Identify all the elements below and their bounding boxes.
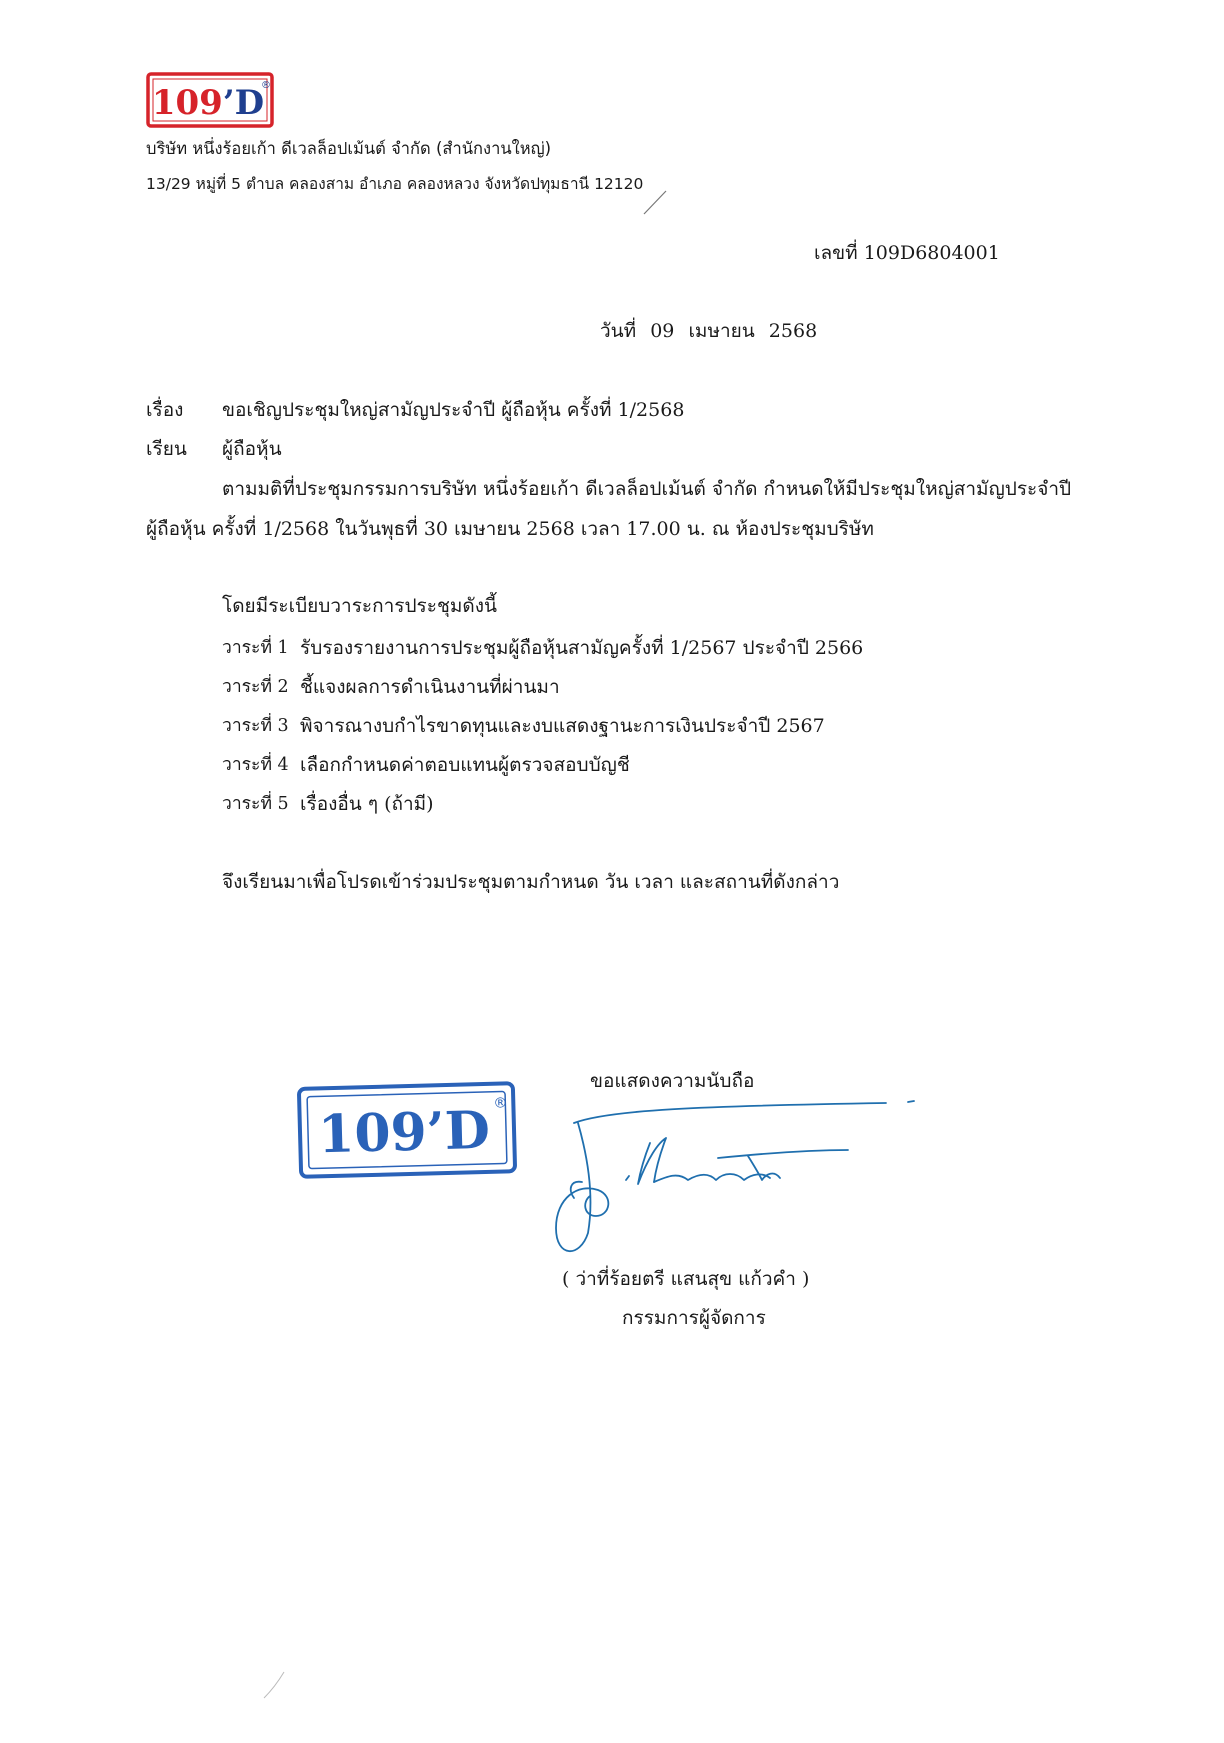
company-address: 13/29 หมู่ที่ 5 ตำบล คลองสาม อำเภอ คลองหลวง จังหวัดปทุมธานี 12120 xyxy=(146,175,644,193)
signature xyxy=(548,1098,918,1268)
agenda-item-2-text: ชี้แจงผลการดำเนินงานที่ผ่านมา xyxy=(300,676,560,698)
signer-name: ( ว่าที่ร้อยตรี แสนสุข แก้วคำ ) xyxy=(562,1268,810,1290)
company-name: บริษัท หนึ่งร้อยเก้า ดีเวลล็อปเม้นต์ จำกัด (สำนักงานใหญ่) xyxy=(146,139,552,158)
company-stamp xyxy=(296,1080,522,1180)
agenda-intro: โดยมีระเบียบวาระการประชุมดังนี้ xyxy=(222,595,497,617)
agenda-item-5-text: เรื่องอื่น ๆ (ถ้ามี) xyxy=(300,793,434,815)
logo-wordmark: 109’D xyxy=(151,83,265,123)
agenda-item-4-text: เลือกกำหนดค่าตอบแทนผู้ตรวจสอบบัญชี xyxy=(300,754,630,776)
regards-text: ขอแสดงความนับถือ xyxy=(590,1070,755,1092)
closing-line: จึงเรียนมาเพื่อโปรดเข้าร่วมประชุมตามกำหนด วัน เวลา และสถานที่ดังกล่าว xyxy=(222,871,840,893)
company-logo xyxy=(146,72,274,128)
agenda-item-4-label: วาระที่ 4 xyxy=(222,755,289,775)
agenda-item-3-label: วาระที่ 3 xyxy=(222,716,289,736)
pen-mark xyxy=(260,1668,290,1702)
body-paragraph-line-2: ผู้ถือหุ้น ครั้งที่ 1/2568 ในวันพุธที่ 30 เมษายน 2568 เวลา 17.00 น. ณ ห้องประชุมบริษัท xyxy=(146,518,874,540)
agenda-item-3-text: พิจารณางบกำไรขาดทุนและงบแสดงฐานะการเงินประจำปี 2567 xyxy=(300,715,825,737)
pen-mark xyxy=(640,188,670,218)
agenda-item-5-label: วาระที่ 5 xyxy=(222,794,289,814)
signer-title: กรรมการผู้จัดการ xyxy=(622,1307,766,1329)
document-date: วันที่ 09 เมษายน 2568 xyxy=(600,320,818,342)
subject-label: เรื่อง xyxy=(146,399,184,421)
document-number: เลขที่ 109D6804001 xyxy=(814,242,1000,264)
agenda-item-1-label: วาระที่ 1 xyxy=(222,638,289,658)
stamp-wordmark: 109’D xyxy=(317,1099,491,1166)
subject-text: ขอเชิญประชุมใหญ่สามัญประจำปี ผู้ถือหุ้น ครั้งที่ 1/2568 xyxy=(222,399,685,421)
stamp-registered-mark: ® xyxy=(493,1095,508,1112)
agenda-item-2-label: วาระที่ 2 xyxy=(222,677,289,697)
recipient-label: เรียน xyxy=(146,438,187,460)
registered-mark: ® xyxy=(261,80,271,91)
agenda-item-1-text: รับรองรายงานการประชุมผู้ถือหุ้นสามัญครั้งที่ 1/2567 ประจำปี 2566 xyxy=(300,637,864,659)
body-paragraph-line-1: ตามมติที่ประชุมกรรมการบริษัท หนึ่งร้อยเก้า ดีเวลล็อปเม้นต์ จำกัด กำหนดให้มีประชุมใหญ่สามัญประจำปี xyxy=(222,478,1072,500)
recipient-text: ผู้ถือหุ้น xyxy=(222,438,282,460)
